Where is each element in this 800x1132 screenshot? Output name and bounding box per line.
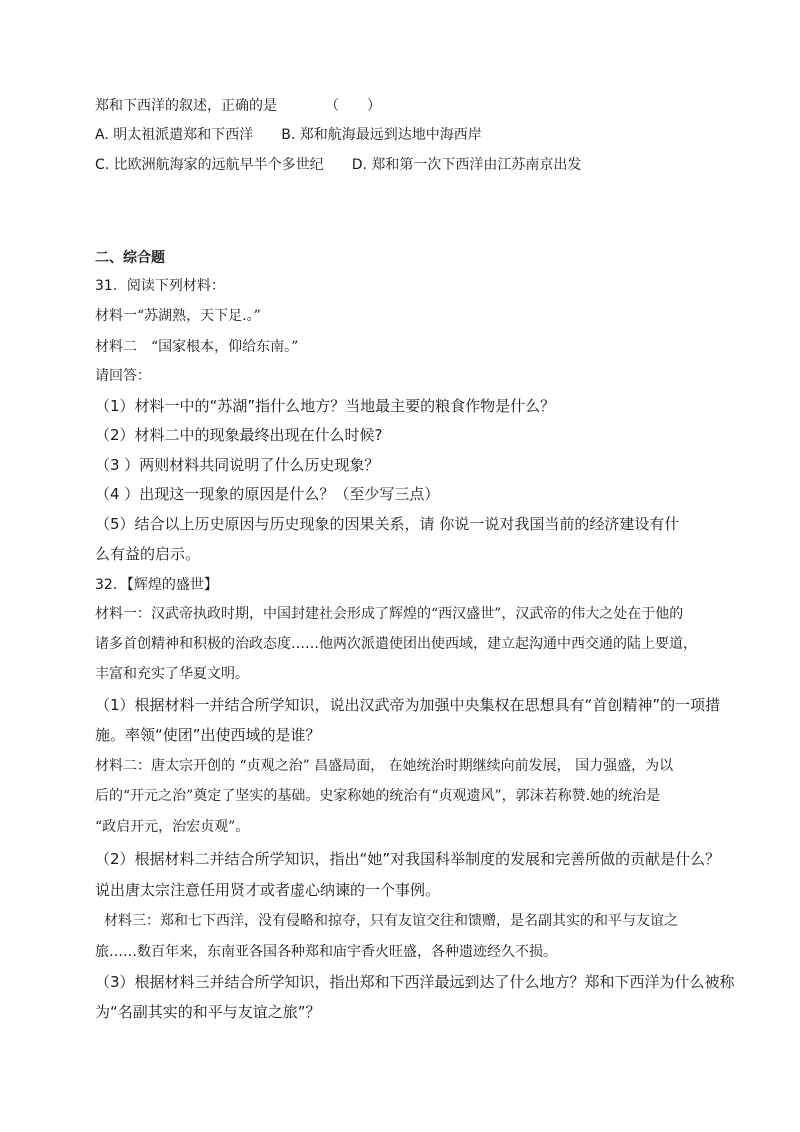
q30-option-c: C. 比欧洲航海家的远航早半个多世纪 bbox=[95, 157, 324, 173]
q31-question-4: （4 ）出现这一现象的原因是什么？（至少写三点） bbox=[95, 485, 440, 503]
q32-question-1-line-2: 施。率领“使团”出使西域的是谁？ bbox=[95, 726, 321, 744]
q32-material-1-line-3: 丰富和充实了华夏文明。 bbox=[95, 666, 249, 682]
q32-question-3-line-1: （3）根据材料三并结合所学知识，指出郑和下西洋最远到达了什么地方？郑和下西洋为什么被称 bbox=[95, 973, 735, 991]
q30-option-d: D. 郑和第一次下西洋由江苏南京出发 bbox=[351, 157, 582, 173]
q32-question-3-line-2: 为“名副其实的和平与友谊之旅”？ bbox=[95, 1003, 321, 1021]
q31-question-1: （1）材料一中的“苏湖”指什么地方？当地最主要的粮食作物是什么？ bbox=[95, 397, 556, 415]
q30-options-row-1 bbox=[95, 125, 482, 145]
q30-option-a: A. 明太祖派遣郑和下西洋 bbox=[95, 127, 254, 143]
section-title: 二、综合题 bbox=[95, 250, 165, 266]
q31-material-1: 材料一“苏湖熟，天下足.。” bbox=[95, 308, 261, 324]
q31-material-2: 材料二 “国家根本，仰给东南。” bbox=[95, 339, 299, 355]
q32-material-1-line-1: 材料一：汉武帝执政时期，中国封建社会形成了辉煌的“西汉盛世”，汉武帝的伟大之处在于他的 bbox=[95, 606, 684, 622]
q32-material-3-line-1: 材料三：郑和七下西洋，没有侵略和掠夺，只有友谊交往和馈赠，是名副其实的和平与友谊之 bbox=[104, 913, 678, 929]
q31-ask: 请回答： bbox=[95, 368, 151, 384]
q31-stem: 31．阅读下列材料： bbox=[95, 278, 225, 294]
q31-question-3: （3 ）两则材料共同说明了什么历史现象？ bbox=[95, 456, 380, 474]
q30-answer-paren: （ ） bbox=[325, 98, 381, 114]
q30-stem-line bbox=[95, 96, 381, 116]
q32-material-2-line-1: 材料二：唐太宗开创的 “贞观之治” 昌盛局面， 在她统治时期继续向前发展， 国力强盛，为以 bbox=[95, 758, 674, 774]
q32-material-2-line-3: “政启开元，治宏贞观”。 bbox=[95, 819, 250, 835]
q31-question-5-cont: 么有益的启示。 bbox=[95, 545, 201, 563]
q32-stem: 32．【辉煌的盛世】 bbox=[95, 577, 218, 593]
q32-material-1-line-2: 诸多首创精神和积极的治政态度……他两次派遣使团出使西域，建立起沟通中西交通的陆上要道， bbox=[95, 636, 697, 652]
q30-stem: 郑和下西洋的叙述，正确的是 bbox=[95, 98, 277, 114]
q30-options-row-2 bbox=[95, 155, 581, 175]
q32-question-2-line-2: 说出唐太宗注意任用贤才或者虚心纳谏的一个事例。 bbox=[95, 881, 441, 899]
q32-question-2-line-1: （2）根据材料二并结合所学知识，指出“她”对我国科举制度的发展和完善所做的贡献是什么？ bbox=[95, 850, 721, 868]
q31-question-5: （5）结合以上历史原因与历史现象的因果关系，请 你说一说对我国当前的经济建设有什 bbox=[95, 515, 680, 533]
q31-question-2: （2）材料二中的现象最终出现在什么时候? bbox=[95, 426, 383, 444]
q32-material-3-line-2: 旅……数百年来，东南亚各国各种郑和庙宇香火旺盛，各种遗迹经久不损。 bbox=[95, 944, 557, 960]
q32-material-2-line-2: 后的“开元之治”奠定了坚实的基础。史家称她的统治有“贞观遗风”，郭沫若称赞.她的统治是 bbox=[95, 788, 661, 804]
q30-option-b: B. 郑和航海最远到达地中海西岸 bbox=[281, 127, 482, 143]
q32-question-1-line-1: （1）根据材料一并结合所学知识，说出汉武帝为加强中央集权在思想具有“首创精神”的一项措 bbox=[95, 696, 721, 714]
